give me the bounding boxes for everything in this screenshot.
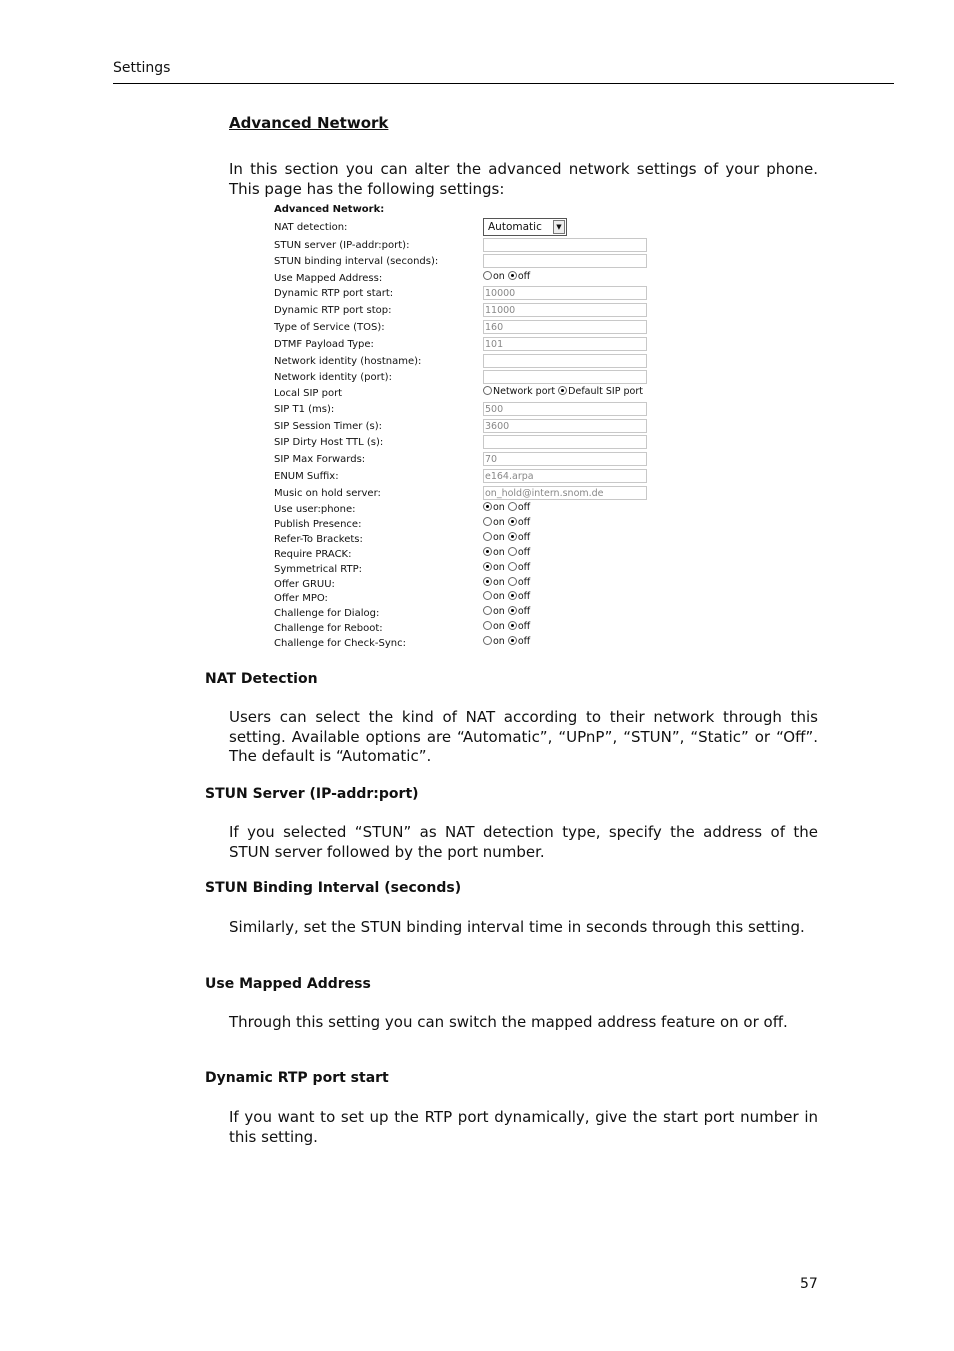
nat-detection-select[interactable] bbox=[483, 218, 567, 236]
radio-label-on: on bbox=[493, 576, 505, 588]
toggle-row bbox=[270, 502, 670, 518]
toggle-row bbox=[270, 621, 670, 637]
toggle-row bbox=[270, 606, 670, 622]
toggle-row bbox=[270, 562, 670, 578]
sip-t1-row bbox=[270, 402, 670, 418]
radio-label-off: off bbox=[517, 606, 531, 618]
nat-detection-text: Users can select the kind of NAT according to their network through this setting. Available options are “Automatic”, “UPnP”, “STUN”, “Static” or “Off”. The default is “Automatic”. bbox=[229, 708, 818, 765]
toggle-label: Challenge for Reboot: bbox=[274, 623, 383, 635]
nat-detection-label: NAT detection: bbox=[274, 222, 348, 233]
radio-label-off: off bbox=[517, 516, 531, 528]
use-mapped-off-radio[interactable] bbox=[508, 271, 517, 280]
advanced-network-form bbox=[270, 202, 670, 652]
toggle-row bbox=[270, 517, 670, 533]
nat-detection-heading: NAT Detection bbox=[205, 671, 318, 687]
off-radio[interactable] bbox=[508, 562, 517, 571]
sip-session-row bbox=[270, 419, 670, 435]
rtp-stop-row bbox=[270, 303, 670, 319]
stun-interval-input[interactable] bbox=[483, 254, 647, 268]
toggle-label: Symmetrical RTP: bbox=[274, 563, 363, 575]
sip-dirty-row bbox=[270, 435, 670, 451]
radio-label-network-port: Network port bbox=[493, 386, 556, 397]
radio-label-on: on bbox=[493, 531, 505, 543]
sip-forwards-label: SIP Max Forwards: bbox=[274, 454, 366, 465]
net-hostname-label: Network identity (hostname): bbox=[274, 356, 422, 367]
toggle-row bbox=[270, 547, 670, 563]
on-radio[interactable] bbox=[483, 577, 492, 586]
radio-label-on: on bbox=[493, 516, 505, 528]
off-radio[interactable] bbox=[508, 547, 517, 556]
radio-label-on: on bbox=[493, 546, 505, 558]
on-radio[interactable] bbox=[483, 621, 492, 630]
radio-label-off: off bbox=[517, 591, 531, 603]
net-port-label: Network identity (port): bbox=[274, 372, 392, 383]
default-sip-port-radio[interactable] bbox=[558, 386, 567, 395]
radio-label-off: off bbox=[517, 546, 531, 558]
toggle-radio-group bbox=[483, 502, 533, 513]
toggle-radio-group bbox=[483, 636, 533, 647]
enum-suffix-row bbox=[270, 469, 670, 485]
enum-suffix-label: ENUM Suffix: bbox=[274, 471, 339, 482]
local-sip-radio-group bbox=[483, 386, 646, 397]
radio-label-on: on bbox=[493, 621, 505, 633]
stun-server-heading: STUN Server (IP-addr:port) bbox=[205, 786, 419, 802]
sip-forwards-row bbox=[270, 452, 670, 468]
toggle-radio-group bbox=[483, 547, 533, 558]
radio-label-default-sip-port: Default SIP port bbox=[568, 386, 643, 397]
nat-detection-value: Automatic bbox=[488, 221, 542, 233]
sip-forwards-input[interactable]: 70 bbox=[483, 452, 647, 466]
toggle-label: Challenge for Check-Sync: bbox=[274, 638, 406, 650]
local-sip-row bbox=[270, 386, 670, 402]
sip-session-input[interactable]: 3600 bbox=[483, 419, 647, 433]
use-mapped-row bbox=[270, 271, 670, 287]
moh-server-input[interactable]: on_hold@intern.snom.de bbox=[483, 486, 647, 500]
page-number: 57 bbox=[800, 1276, 818, 1292]
toggle-radio-group bbox=[483, 591, 533, 602]
off-radio[interactable] bbox=[508, 606, 517, 615]
tos-row bbox=[270, 320, 670, 336]
toggle-radio-group bbox=[483, 577, 533, 588]
on-radio[interactable] bbox=[483, 547, 492, 556]
rtp-stop-input[interactable]: 11000 bbox=[483, 303, 647, 317]
on-radio[interactable] bbox=[483, 591, 492, 600]
toggle-label: Use user:phone: bbox=[274, 504, 356, 515]
toggle-label: Publish Presence: bbox=[274, 518, 362, 530]
use-mapped-radio-group bbox=[483, 271, 533, 282]
radio-label-on: on bbox=[493, 271, 505, 282]
off-radio[interactable] bbox=[508, 621, 517, 630]
sip-dirty-label: SIP Dirty Host TTL (s): bbox=[274, 437, 384, 448]
rtp-stop-label: Dynamic RTP port stop: bbox=[274, 305, 392, 316]
stun-interval-row bbox=[270, 254, 670, 270]
rtp-start-text: If you want to set up the RTP port dynamically, give the start port number in this setting. bbox=[229, 1108, 818, 1146]
use-mapped-label: Use Mapped Address: bbox=[274, 273, 383, 284]
radio-label-on: on bbox=[493, 561, 505, 573]
section-intro: In this section you can alter the advanced network settings of your phone. This page has the following settings: bbox=[229, 160, 818, 198]
radio-label-off: off bbox=[517, 576, 531, 588]
rtp-start-label: Dynamic RTP port start: bbox=[274, 288, 394, 299]
tos-label: Type of Service (TOS): bbox=[274, 322, 385, 333]
rtp-start-input[interactable]: 10000 bbox=[483, 286, 647, 300]
on-radio[interactable] bbox=[483, 532, 492, 541]
header-rule bbox=[113, 83, 894, 84]
net-hostname-input[interactable] bbox=[483, 354, 647, 368]
toggle-label: Require PRACK: bbox=[274, 548, 352, 560]
enum-suffix-input[interactable]: e164.arpa bbox=[483, 469, 647, 483]
toggle-radio-group bbox=[483, 562, 533, 573]
running-header: Settings bbox=[113, 60, 171, 76]
stun-server-row bbox=[270, 238, 670, 254]
toggle-row bbox=[270, 636, 670, 652]
net-port-row bbox=[270, 370, 670, 386]
net-port-input[interactable] bbox=[483, 370, 647, 384]
off-radio[interactable] bbox=[508, 517, 517, 526]
radio-label-off: off bbox=[517, 636, 531, 648]
radio-label-off: off bbox=[517, 271, 531, 282]
stun-interval-label: STUN binding interval (seconds): bbox=[274, 256, 439, 267]
use-mapped-heading: Use Mapped Address bbox=[205, 976, 371, 992]
radio-label-on: on bbox=[493, 502, 505, 513]
form-title: Advanced Network: bbox=[274, 204, 385, 215]
toggle-radio-group bbox=[483, 517, 533, 528]
radio-label-on: on bbox=[493, 636, 505, 648]
toggle-row bbox=[270, 532, 670, 548]
sip-t1-input[interactable]: 500 bbox=[483, 402, 647, 416]
on-radio[interactable] bbox=[483, 517, 492, 526]
off-radio[interactable] bbox=[508, 636, 517, 645]
toggle-row bbox=[270, 577, 670, 593]
on-radio[interactable] bbox=[483, 562, 492, 571]
off-radio[interactable] bbox=[508, 532, 517, 541]
local-sip-label: Local SIP port bbox=[274, 388, 343, 399]
on-radio[interactable] bbox=[483, 606, 492, 615]
chevron-down-icon[interactable]: ▼ bbox=[553, 220, 565, 234]
toggle-radio-group bbox=[483, 532, 533, 543]
sip-session-label: SIP Session Timer (s): bbox=[274, 421, 382, 432]
moh-server-row bbox=[270, 486, 670, 502]
radio-label-off: off bbox=[517, 502, 531, 513]
toggle-label: Refer-To Brackets: bbox=[274, 533, 363, 545]
on-radio[interactable] bbox=[483, 636, 492, 645]
rtp-start-row bbox=[270, 286, 670, 302]
radio-label-off: off bbox=[517, 531, 531, 543]
toggle-label: Challenge for Dialog: bbox=[274, 608, 380, 620]
toggle-label: Offer MPO: bbox=[274, 593, 328, 605]
section-title: Advanced Network bbox=[229, 114, 389, 132]
dtmf-row bbox=[270, 337, 670, 353]
toggle-radio-group bbox=[483, 606, 533, 617]
nat-detection-row bbox=[270, 220, 670, 236]
radio-label-off: off bbox=[517, 621, 531, 633]
stun-server-label: STUN server (IP-addr:port): bbox=[274, 240, 410, 251]
net-hostname-row bbox=[270, 354, 670, 370]
radio-label-on: on bbox=[493, 591, 505, 603]
stun-server-input[interactable] bbox=[483, 238, 647, 252]
stun-interval-heading: STUN Binding Interval (seconds) bbox=[205, 880, 462, 896]
network-port-radio[interactable] bbox=[483, 386, 492, 395]
dtmf-input[interactable]: 101 bbox=[483, 337, 647, 351]
toggle-row bbox=[270, 591, 670, 607]
off-radio[interactable] bbox=[508, 502, 517, 511]
tos-input[interactable]: 160 bbox=[483, 320, 647, 334]
on-radio[interactable] bbox=[483, 502, 492, 511]
radio-label-off: off bbox=[517, 561, 531, 573]
use-mapped-on-radio[interactable] bbox=[483, 271, 492, 280]
stun-interval-text: Similarly, set the STUN binding interval time in seconds through this setting. bbox=[229, 918, 805, 936]
dtmf-label: DTMF Payload Type: bbox=[274, 339, 374, 350]
stun-server-text: If you selected “STUN” as NAT detection type, specify the address of the STUN server followed by the port number. bbox=[229, 823, 818, 861]
toggle-label: Offer GRUU: bbox=[274, 578, 335, 590]
sip-t1-label: SIP T1 (ms): bbox=[274, 404, 335, 415]
moh-server-label: Music on hold server: bbox=[274, 488, 381, 499]
sip-dirty-input[interactable] bbox=[483, 435, 647, 449]
off-radio[interactable] bbox=[508, 591, 517, 600]
use-mapped-text: Through this setting you can switch the mapped address feature on or off. bbox=[229, 1013, 788, 1031]
toggle-radio-group bbox=[483, 621, 533, 632]
radio-label-on: on bbox=[493, 606, 505, 618]
rtp-start-heading: Dynamic RTP port start bbox=[205, 1070, 389, 1086]
off-radio[interactable] bbox=[508, 577, 517, 586]
